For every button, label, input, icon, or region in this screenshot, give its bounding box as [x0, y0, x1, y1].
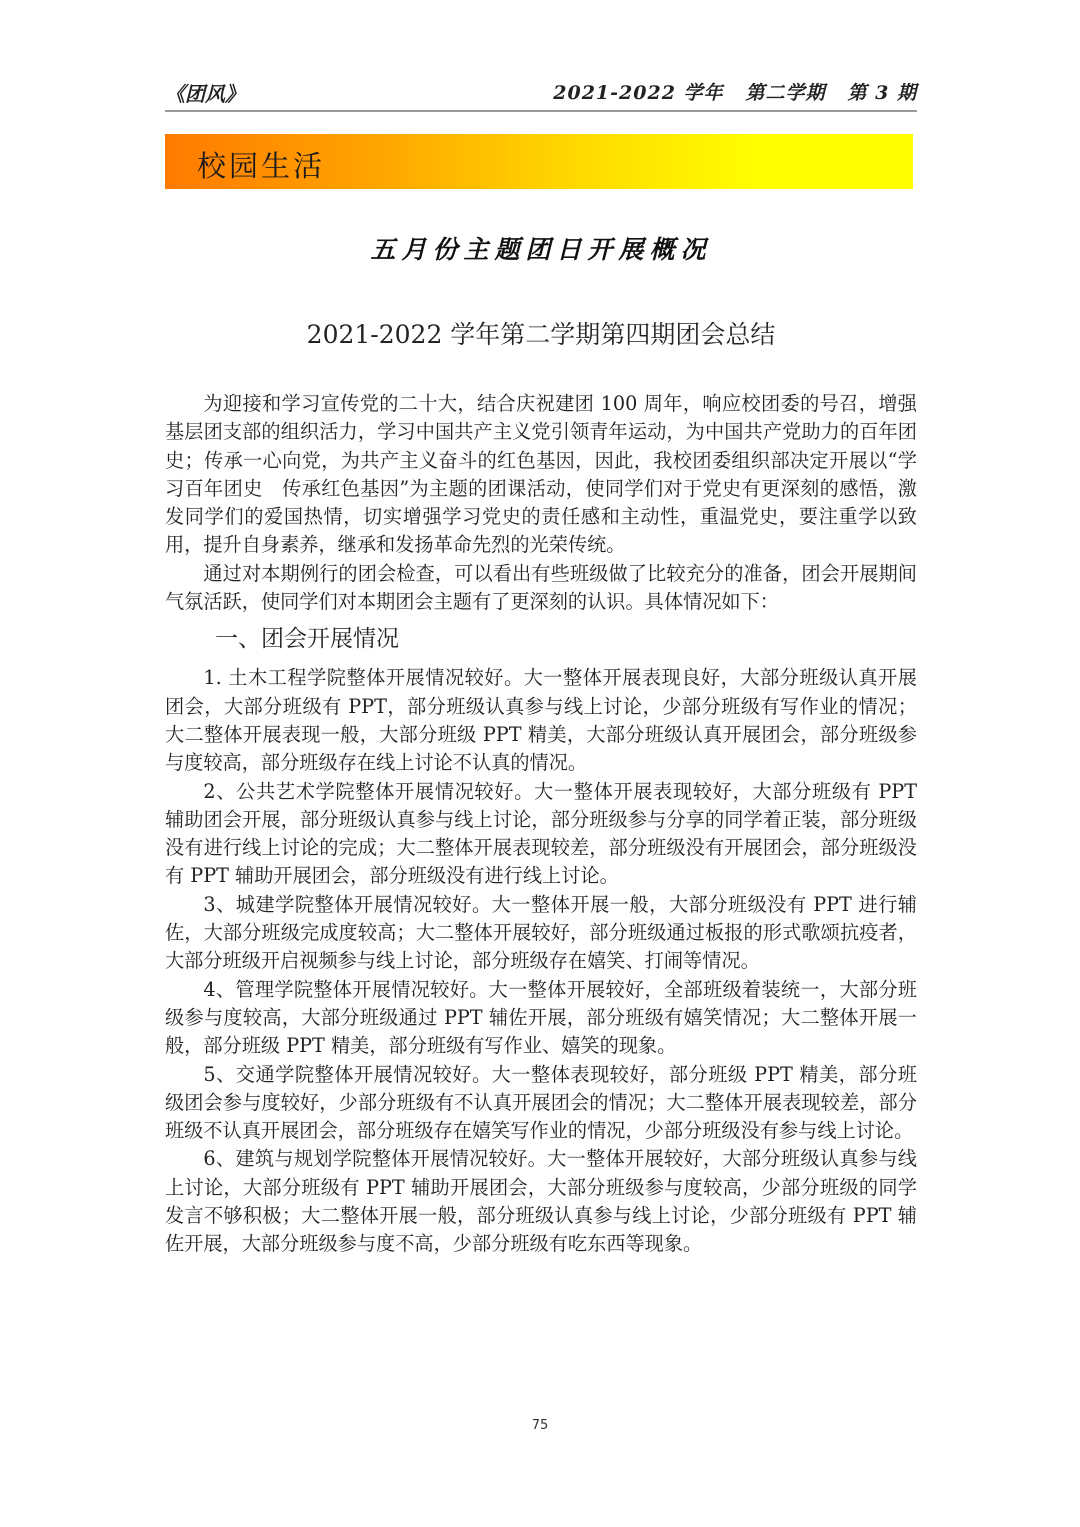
section-label: 校园生活 — [197, 149, 326, 183]
academic-year: 2021-2022 学年 — [553, 82, 724, 104]
article-title: 五月份主题团日开展概况 — [370, 235, 712, 264]
issue-number: 第 3 期 — [847, 82, 917, 104]
running-header — [165, 78, 917, 106]
article-subtitle: 2021-2022 学年第二学期第四期团会总结 — [306, 320, 776, 349]
college-summary-item: 1. 土木工程学院整体开展情况较好。大一整体开展表现良好，大部分班级认真开展团会，大部分班级有 PPT，部分班级认真参与线上讨论，少部分班级有写作业的情况；大二整体开展表现一般，大部分班级 PPT 精美，大部分班级认真开展团会，部分班级参与度较高，部分班级存在线上讨论不认真的情况。 — [165, 666, 917, 775]
college-summary-item: 2、公共艺术学院整体开展情况较好。大一整体开展表现较好，大部分班级有 PPT 辅助团会开展，部分班级认真参与线上讨论，部分班级参与分享的同学着正装，部分班级没有进行线上讨论的完成；大二整体开展表现较差，部分班级没有开展团会，部分班级没有 PPT 辅助开展团会，部分班级没有进行线上讨论。 — [165, 779, 917, 888]
page-number: 75 — [531, 1418, 549, 1433]
intro-paragraph: 为迎接和学习宣传党的二十大，结合庆祝建团 100 周年，响应校团委的号召，增强基层团支部的组织活力，学习中国共产主义党引领青年运动，为中国共产党助力的百年团史；传承一心向党，为共产主义奋斗的红色基因，因此，我校团委组织部决定开展以“学习百年团史 传承红色基因”为主题的团课活动，使同学们对于党史有更深刻的感悟，激发同学们的爱国热情，切实增强学习党史的责任感和主动性，重温党史，要注重学以致用，提升自身素养，继承和发扬革命先烈的光荣传统。 — [165, 392, 917, 557]
header-divider — [165, 110, 917, 112]
college-summary-item: 3、城建学院整体开展情况较好。大一整体开展一般，大部分班级没有 PPT 进行辅佐，大部分班级完成度较高；大二整体开展较好，部分班级通过板报的形式歌颂抗疫者，大部分班级开启视频参与线上讨论，部分班级存在嬉笑、打闹等情况。 — [165, 892, 917, 973]
article-body — [165, 390, 917, 1259]
college-summary-item: 4、管理学院整体开展情况较好。大一整体开展较好，全部班级着装统一，大部分班级参与度较高，大部分班级通过 PPT 辅佐开展，部分班级有嬉笑情况；大二整体开展一般，部分班级 PPT 精美，部分班级有写作业、嬉笑的现象。 — [165, 977, 917, 1058]
intro-paragraph: 通过对本期例行的团会检查，可以看出有些班级做了比较充分的准备，团会开展期间气氛活跃，使同学们对本期团会主题有了更深刻的认识。具体情况如下： — [165, 561, 917, 614]
section-heading: 一、团会开展情况 — [215, 626, 399, 653]
issue-info — [531, 78, 917, 105]
section-banner — [165, 134, 913, 189]
college-summary-item: 6、建筑与规划学院整体开展情况较好。大一整体开展较好，大部分班级认真参与线上讨论，大部分班级有 PPT 辅助开展团会，大部分班级参与度较高，少部分班级的同学发言不够积极；大二整体开展一般，部分班级认真参与线上讨论，少部分班级有 PPT 辅佐开展，大部分班级参与度不高，少部分班级有吃东西等现象。 — [165, 1147, 917, 1256]
publication-name: 《团风》 — [165, 82, 245, 106]
college-summary-item: 5、交通学院整体开展情况较好。大一整体表现较好，部分班级 PPT 精美，部分班级团会参与度较好，少部分班级有不认真开展团会的情况；大二整体开展表现较差，部分班级不认真开展团会，部分班级存在嬉笑写作业的情况，少部分班级没有参与线上讨论。 — [165, 1062, 917, 1143]
semester: 第二学期 — [745, 82, 826, 104]
